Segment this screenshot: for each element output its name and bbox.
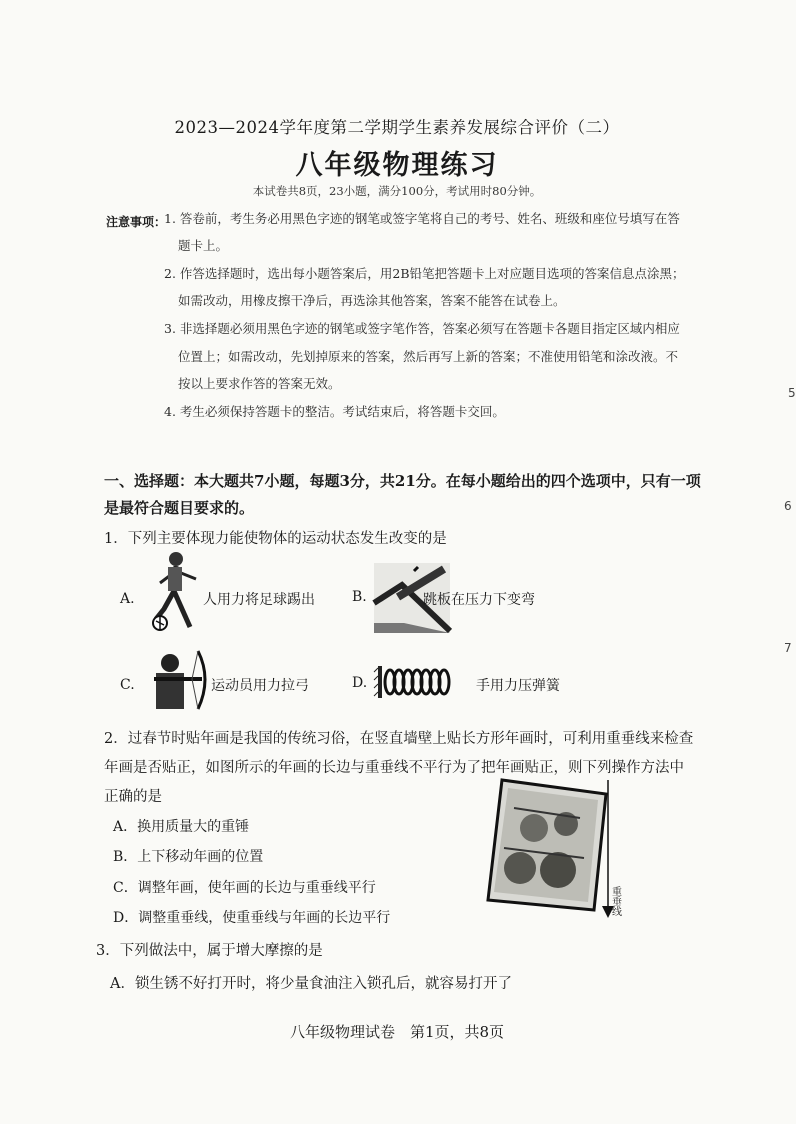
note-line: 题卡上。 bbox=[178, 238, 229, 253]
option-a-letter: A. bbox=[120, 591, 135, 607]
exam-title: 八年级物理练习 bbox=[295, 150, 499, 181]
section-heading: 一、选择题：本大题共7小题，每题3分，共21分。在每小题给出的四个选项中，只有一项 bbox=[104, 472, 701, 490]
notes-label: 注意事项： bbox=[106, 215, 167, 229]
question-2-option-c: C．调整年画，使年画的长边与重垂线平行 bbox=[113, 880, 376, 896]
spring-image bbox=[376, 662, 458, 702]
option-c-text: 运动员用力拉弓 bbox=[211, 678, 309, 694]
question-2-option-d: D．调整重垂线，使重垂线与年画的长边平行 bbox=[113, 910, 391, 926]
note-line: 如需改动，用橡皮擦干净后，再选涂其他答案，答案不能答在试卷上。 bbox=[178, 293, 566, 308]
question-3-option-a: A．锁生锈不好打开时，将少量食油注入锁孔后，就容易打开了 bbox=[110, 976, 512, 992]
exam-header: 2023—2024学年度第二学期学生素养发展综合评价（二） bbox=[174, 118, 620, 137]
exam-info: 本试卷共8页，23小题，满分100分，考试用时80分钟。 bbox=[252, 184, 542, 198]
note-line: 1. 答卷前，考生务必用黑色字迹的钢笔或签字笔将自己的考号、姓名、班级和座位号填写在答 bbox=[164, 211, 680, 226]
archer-image bbox=[140, 649, 212, 711]
question-2-option-a: A．换用质量大的重锤 bbox=[113, 819, 250, 835]
question-2-line: 正确的是 bbox=[104, 789, 162, 805]
option-b-text: 跳板在压力下变弯 bbox=[423, 592, 535, 608]
option-c-letter: C. bbox=[120, 677, 135, 693]
option-d-letter: D. bbox=[352, 675, 368, 691]
section-heading-cont: 是最符合题目要求的。 bbox=[104, 499, 255, 517]
option-d-text: 手用力压弹簧 bbox=[476, 678, 560, 694]
question-3-stem: 3．下列做法中，属于增大摩擦的是 bbox=[96, 943, 323, 959]
note-line: 3. 非选择题必须用黑色字迹的钢笔或签字笔作答，答案必须写在答题卡各题目指定区域内相应 bbox=[164, 321, 680, 336]
question-2-line: 年画是否贴正，如图所示的年画的长边与重垂线不平行为了把年画贴正，则下列操作方法中 bbox=[104, 760, 684, 776]
option-b-letter: B. bbox=[352, 589, 367, 605]
note-line: 4. 考生必须保持答题卡的整洁。考试结束后，将答题卡交回。 bbox=[164, 404, 505, 419]
option-a-text: 人用力将足球踢出 bbox=[203, 592, 315, 608]
soccer-kick-image bbox=[146, 549, 204, 635]
margin-number: 6 bbox=[784, 499, 792, 513]
question-1-stem: 1．下列主要体现力能使物体的运动状态发生改变的是 bbox=[104, 531, 447, 547]
margin-number: 7 bbox=[784, 641, 792, 655]
page-footer: 八年级物理试卷 第1页，共8页 bbox=[289, 1023, 505, 1041]
note-line: 位置上；如需改动，先划掉原来的答案，然后再写上新的答案；不准使用铅笔和涂改液。不 bbox=[178, 349, 679, 364]
margin-number: 5 bbox=[788, 386, 796, 400]
note-line: 2. 作答选择题时，选出每小题答案后，用2B铅笔把答题卡上对应题目选项的答案信息点涂黑； bbox=[164, 266, 685, 281]
question-2-line: 2．过春节时贴年画是我国的传统习俗，在竖直墙壁上贴长方形年画时，可利用重垂线来检查 bbox=[104, 731, 694, 747]
note-line: 按以上要求作答的答案无效。 bbox=[178, 376, 341, 391]
plumb-line-label: 重垂线 bbox=[612, 887, 622, 918]
question-2-option-b: B．上下移动年画的位置 bbox=[113, 849, 264, 865]
